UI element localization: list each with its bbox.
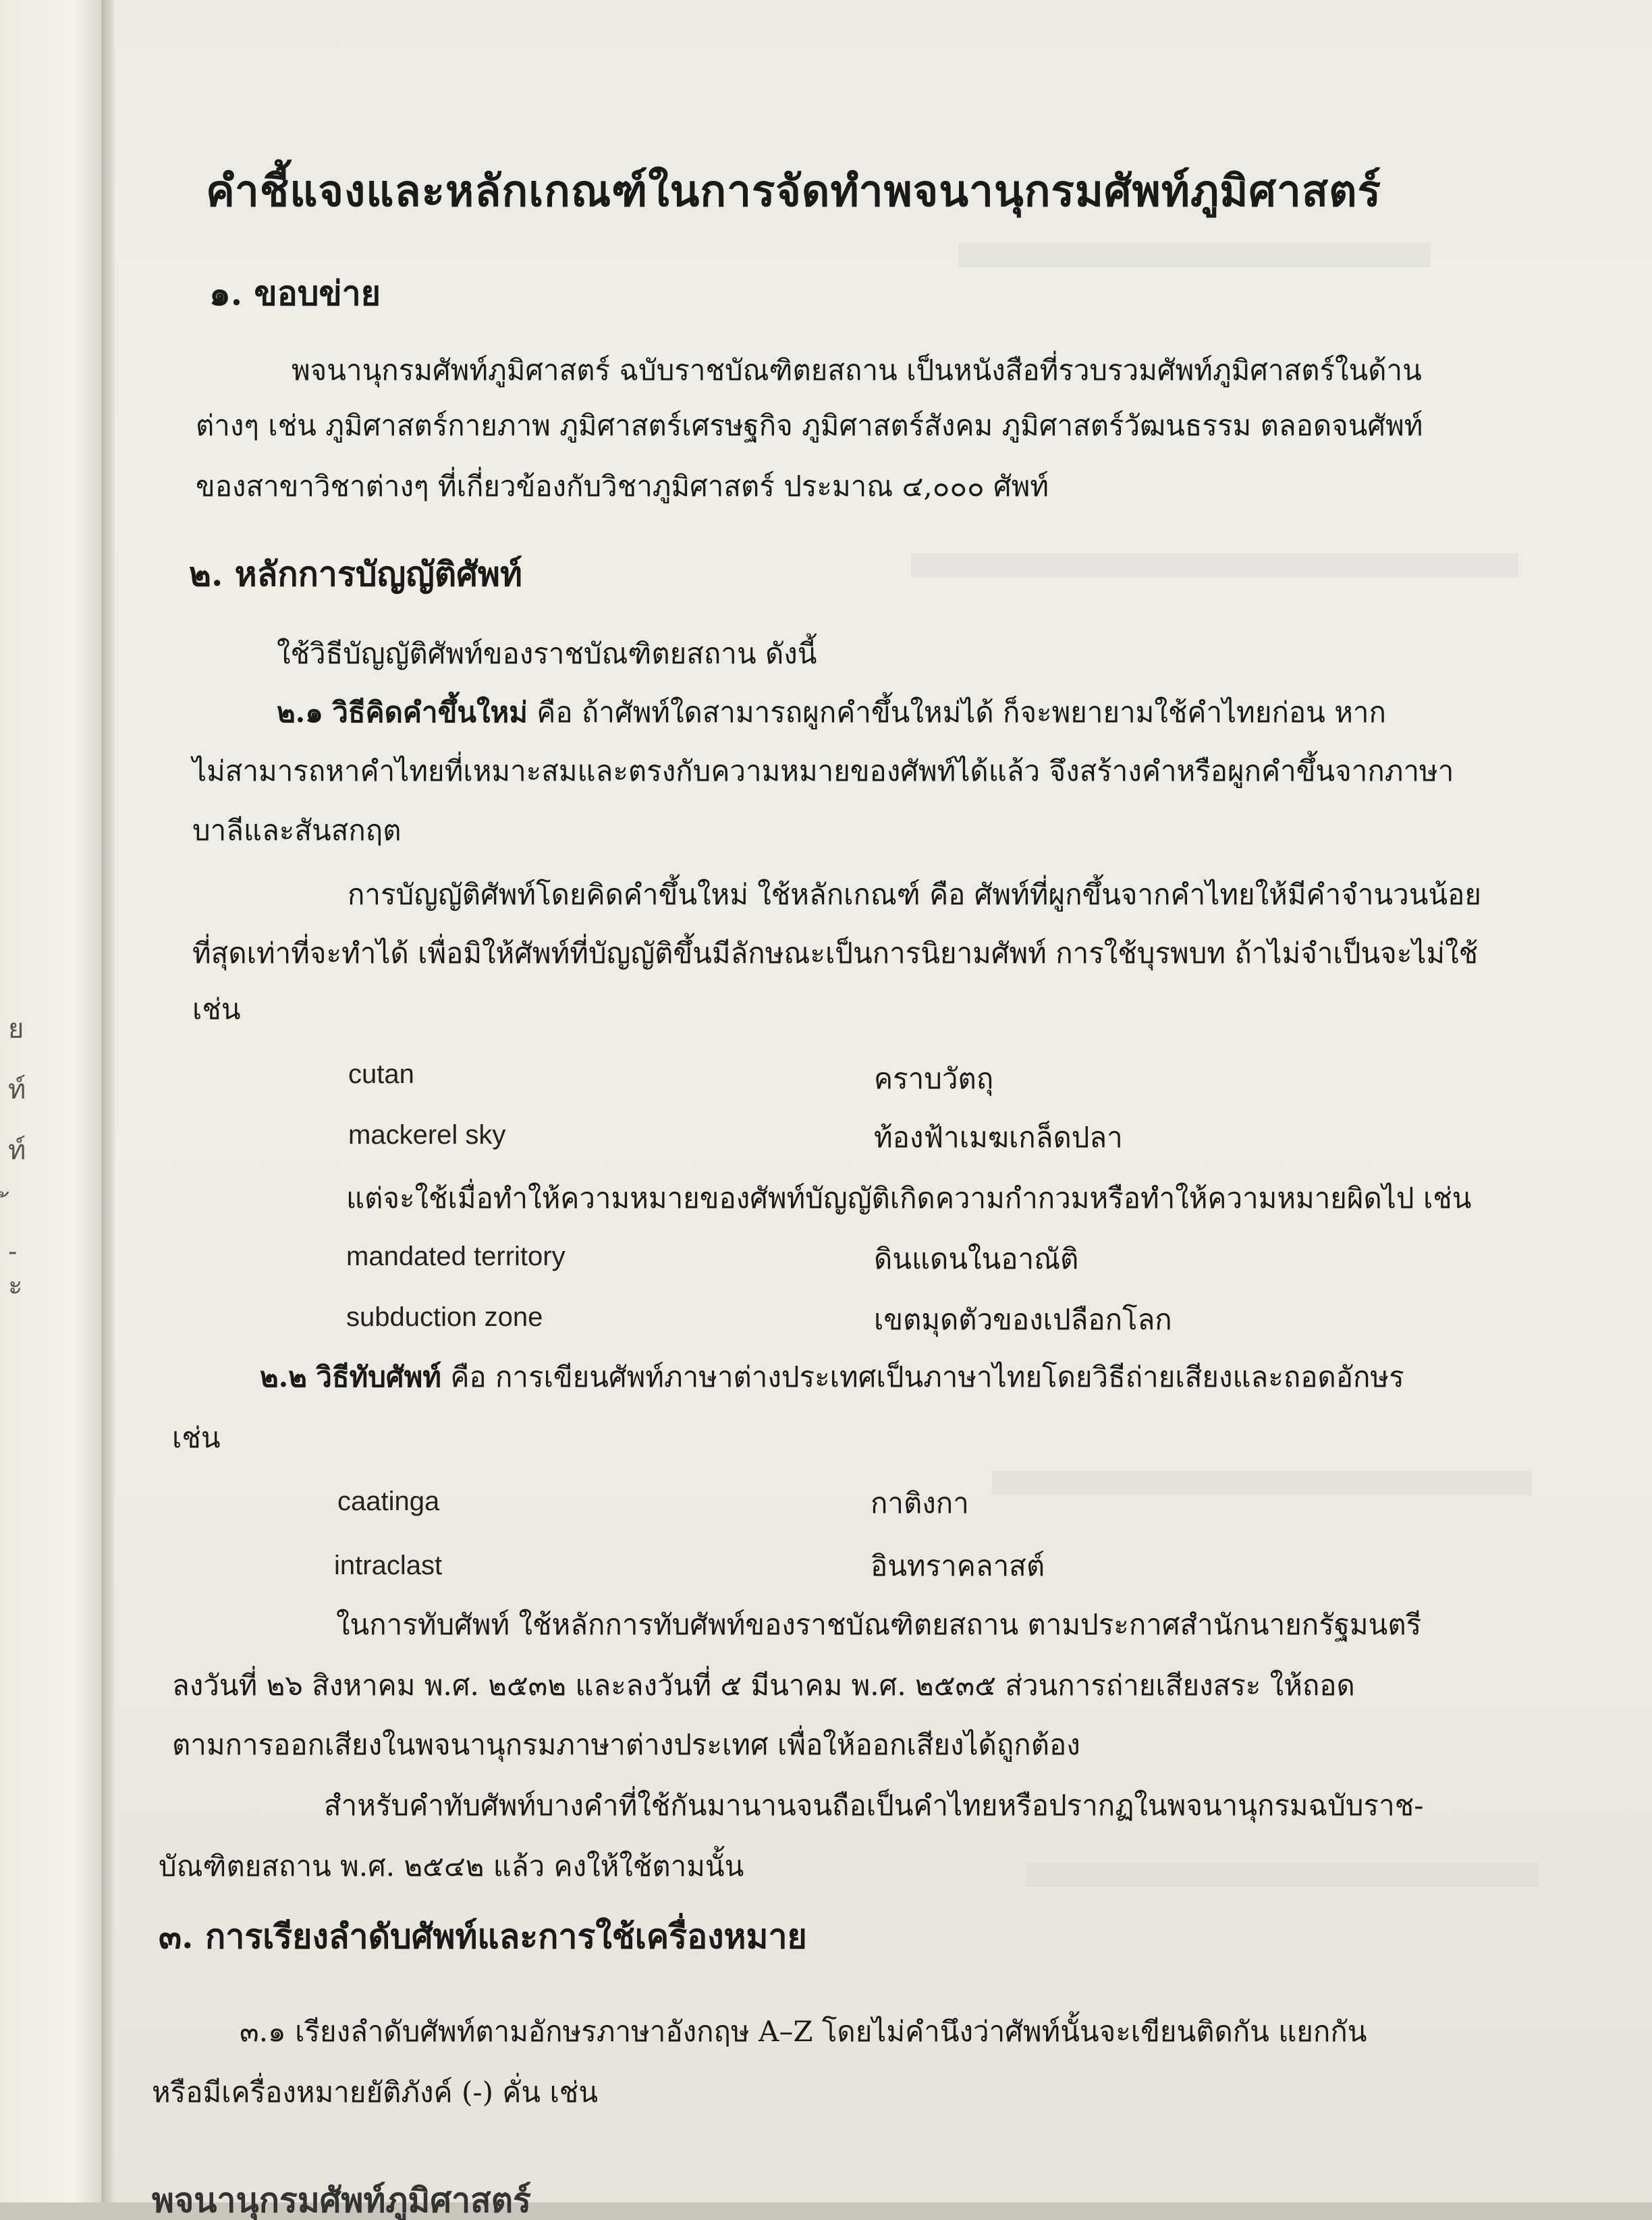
subsection-2-1-line xyxy=(277,698,1386,727)
subsection-2-2-number: ๒.๒ xyxy=(260,1360,307,1393)
subsection-2-1-number: ๒.๑ xyxy=(277,696,323,729)
example-term-en: subduction zone xyxy=(346,1302,543,1332)
example-term-th: กาติงกา xyxy=(871,1487,969,1520)
left-page-fragment: ะ xyxy=(8,1270,23,1301)
section-2-intro: ใช้วิธีบัญญัติศัพท์ของราชบัณฑิตยสถาน ดังนี้ xyxy=(277,637,817,670)
subsection-2-2-name: วิธีทับศัพท์ xyxy=(316,1360,441,1393)
section-3-line: หรือมีเครื่องหมายยัติภังค์ (-) คั่น เช่น xyxy=(152,2076,599,2109)
left-page-fragment: - xyxy=(8,1236,18,1267)
show-through-shadow xyxy=(992,1471,1532,1495)
bottom-fragment-text: พจนานุกรมศัพท์ภูมิศาสตร์ xyxy=(152,2180,532,2220)
subsection-2-2-line: เช่น xyxy=(172,1421,221,1454)
subsection-2-1-para-line: เช่น xyxy=(192,993,241,1026)
page-title: คำชี้แจงและหลักเกณฑ์ในการจัดทำพจนานุกรมศัพท์ภูมิศาสตร์ xyxy=(206,166,1381,217)
subsection-2-1-line: บาลีและสันสกฤต xyxy=(192,814,402,847)
subsection-2-2-para-line: ในการทับศัพท์ ใช้หลักการทับศัพท์ของราชบัณฑิตยสถาน ตามประกาศสำนักนายกรัฐมนตรี xyxy=(336,1608,1422,1641)
section-1-heading: ๑. ขอบข่าย xyxy=(209,273,381,313)
example-term-th: ดินแดนในอาณัติ xyxy=(874,1242,1079,1275)
example-term-th: อินทราคลาสต์ xyxy=(871,1549,1045,1582)
left-page-fragment: ท์ xyxy=(8,1074,26,1105)
section-3-heading: ๓. การเรียงลำดับศัพท์และการใช้เครื่องหมาย xyxy=(159,1916,807,1956)
subsection-2-1-para-line: การบัญญัติศัพท์โดยคิดคำขึ้นใหม่ ใช้หลักเกณฑ์ คือ ศัพท์ที่ผูกขึ้นจากคำไทยให้มีคำจำนวนน้อย xyxy=(348,878,1481,911)
section-1-line: ของสาขาวิชาต่างๆ ที่เกี่ยวข้องกับวิชาภูมิศาสตร์ ประมาณ ๔,๐๐๐ ศัพท์ xyxy=(196,470,1049,503)
section-1-line: พจนานุกรมศัพท์ภูมิศาสตร์ ฉบับราชบัณฑิตยสถาน เป็นหนังสือที่รวบรวมศัพท์ภูมิศาสตร์ในด้าน xyxy=(292,354,1422,387)
section-1-line: ต่างๆ เช่น ภูมิศาสตร์กายภาพ ภูมิศาสตร์เศรษฐกิจ ภูมิศาสตร์สังคม ภูมิศาสตร์วัฒนธรรม ตลอดจนศัพท์ xyxy=(196,409,1423,442)
subsection-2-1-name: วิธีคิดคำขึ้นใหม่ xyxy=(332,696,528,729)
left-page-fragment: ย xyxy=(8,1014,24,1045)
example-term-en: cutan xyxy=(348,1059,414,1089)
show-through-shadow xyxy=(1026,1862,1539,1887)
bottom-cut-off-line xyxy=(115,2180,587,2220)
example-term-th: คราบวัตถุ xyxy=(874,1062,994,1095)
subsection-2-2-para-line: ลงวันที่ ๒๖ สิงหาคม พ.ศ. ๒๕๓๒ และลงวันที่ ๕ มีนาคม พ.ศ. ๒๕๓๕ ส่วนการถ่ายเสียงสระ ให้ถอด xyxy=(172,1669,1355,1702)
section-3-line: ๓.๑ เรียงลำดับศัพท์ตามอักษรภาษาอังกฤษ A–Z โดยไม่คำนึงว่าศัพท์นั้นจะเขียนติดกัน แยกกัน xyxy=(240,2015,1367,2048)
subsection-2-1-text: คือ ถ้าศัพท์ใดสามารถผูกคำขึ้นใหม่ได้ ก็จะพยายามใช้คำไทยก่อน หาก xyxy=(536,696,1386,729)
show-through-shadow xyxy=(911,553,1518,578)
left-page-fragment: ท์ xyxy=(8,1135,26,1166)
subsection-2-2-para-line: สำหรับคำทับศัพท์บางคำที่ใช้กันมานานจนถือเป็นคำไทยหรือปรากฏในพจนานุกรมฉบับราช- xyxy=(324,1789,1424,1822)
example-term-th: ท้องฟ้าเมฆเกล็ดปลา xyxy=(874,1121,1123,1154)
subsection-2-2-para-line: บัณฑิตยสถาน พ.ศ. ๒๕๔๒ แล้ว คงให้ใช้ตามนั้น xyxy=(159,1850,744,1883)
example-term-en: intraclast xyxy=(334,1551,443,1580)
subsection-2-1-para-line: ที่สุดเท่าที่จะทำได้ เพื่อมิให้ศัพท์ที่บัญญัติขึ้นมีลักษณะเป็นการนิยามศัพท์ การใช้บุรพบท ถ้าไม่จำเป็นจะไม่ใช้ xyxy=(192,937,1479,970)
show-through-shadow xyxy=(958,243,1431,267)
example-term-en: mandated territory xyxy=(346,1242,566,1271)
subsection-2-1-note: แต่จะใช้เมื่อทำให้ความหมายของศัพท์บัญญัติเกิดความกำกวมหรือทำให้ความหมายผิดไป เช่น xyxy=(346,1182,1472,1215)
book-page xyxy=(115,0,1652,2220)
left-page-edge xyxy=(0,0,105,2202)
book-gutter xyxy=(101,0,116,2202)
example-term-th: เขตมุดตัวของเปลือกโลก xyxy=(874,1303,1172,1336)
subsection-2-1-line: ไม่สามารถหาคำไทยที่เหมาะสมและตรงกับความหมายของศัพท์ได้แล้ว จึงสร้างคำหรือผูกคำขึ้นจากภาษา xyxy=(192,754,1454,787)
subsection-2-2-para-line: ตามการออกเสียงในพจนานุกรมภาษาต่างประเทศ เพื่อให้ออกเสียงได้ถูกต้อง xyxy=(172,1728,1080,1761)
example-term-en: caatinga xyxy=(337,1487,440,1516)
subsection-2-2-text: คือ การเขียนศัพท์ภาษาต่างประเทศเป็นภาษาไทยโดยวิธีถ่ายเสียงและถอดอักษร xyxy=(450,1360,1404,1393)
example-term-en: mackerel sky xyxy=(348,1120,506,1150)
section-2-heading: ๒. หลักการบัญญัติศัพท์ xyxy=(189,554,522,594)
subsection-2-2-line xyxy=(260,1360,1404,1393)
